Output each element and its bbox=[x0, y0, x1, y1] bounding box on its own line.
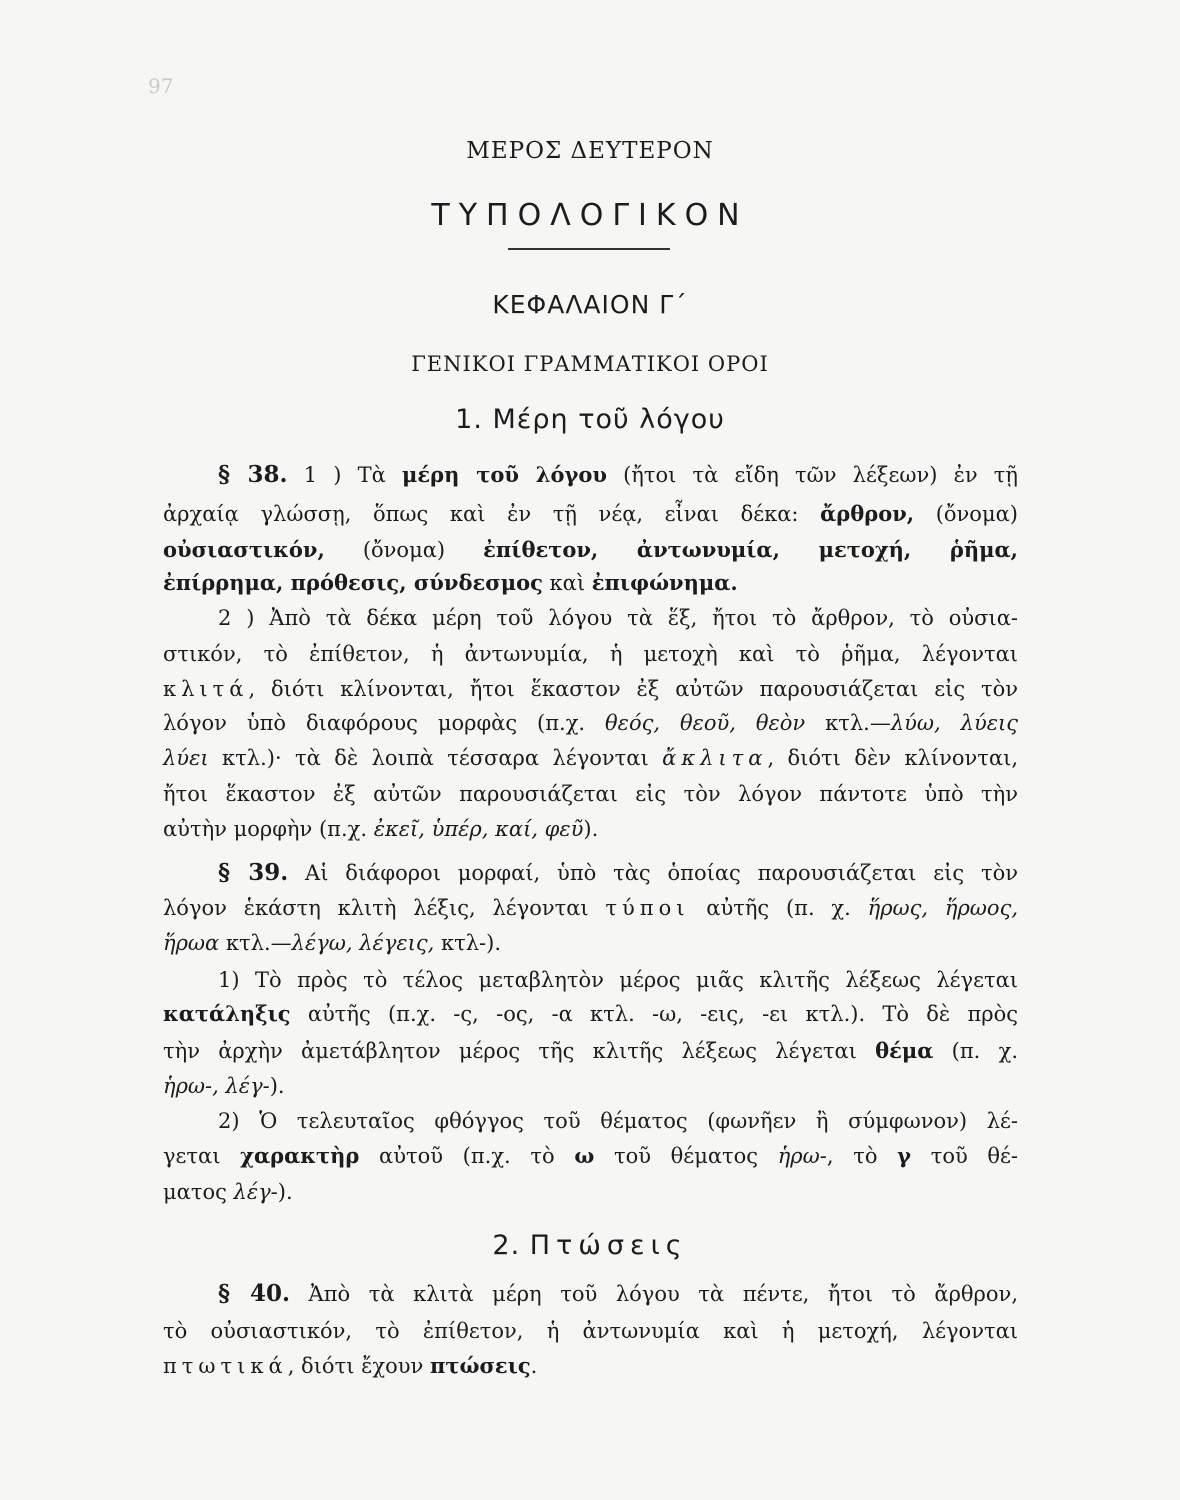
paragraph-line bbox=[163, 814, 1018, 844]
text-run: 1 ) Τὰ bbox=[287, 463, 403, 487]
paragraph-line: 1) Τὸ πρὸς τὸ τέλος μεταβλητὸν μέρος μιᾶς κλιτῆς λέξεως λέγεται bbox=[218, 968, 1018, 992]
text-run: αὐτὴν μορφὴν (π.χ. bbox=[163, 817, 374, 841]
bold-term: χαρακτὴρ bbox=[240, 1143, 360, 1168]
paragraph-line bbox=[163, 1071, 1018, 1101]
text-run: ). bbox=[269, 1074, 285, 1098]
section-number: 2. bbox=[492, 1230, 521, 1261]
paragraph-line bbox=[163, 1177, 1018, 1207]
bold-term: ἐπίθετον, ἀντωνυμία, μετοχή, ῥῆμα, bbox=[483, 537, 1018, 562]
bold-term: μέρη τοῦ λόγου bbox=[402, 462, 607, 487]
italic-example: ἡρω-, λέγ- bbox=[163, 1074, 270, 1098]
title-divider bbox=[508, 248, 670, 250]
chapter-title: ΚΕΦΑΛΑΙΟΝ Γ΄ bbox=[492, 290, 688, 319]
text-run: τοῦ θέ- bbox=[911, 1144, 1019, 1168]
paragraph-line bbox=[163, 1036, 1018, 1066]
bold-term: κατάληξις bbox=[163, 1001, 291, 1026]
italic-example: θεός, θεοῦ, θεὸν bbox=[605, 711, 806, 735]
paragraph-line: ἤτοι ἕκαστον ἐξ αὐτῶν παρουσιάζεται εἰς τὸν λόγον πάντοτε ὑπὸ τὴν bbox=[163, 782, 1018, 806]
text-run: , διότι ἔχουν bbox=[287, 1354, 430, 1378]
bold-term: ἐπίρρημα, πρόθεσις, σύνδεσμος bbox=[163, 570, 543, 595]
text-run: κτλ.— bbox=[805, 711, 891, 735]
text-run: Αἱ διάφοροι μορφαί, ὑπὸ τὰς ὁποίας παρουσιάζεται εἰς τὸν bbox=[288, 861, 1018, 885]
text-run: καὶ bbox=[542, 571, 592, 595]
paragraph-line: 2) Ὁ τελευταῖος φθόγγος τοῦ θέματος (φωνῆεν ἢ σύμφωνον) λέ- bbox=[218, 1109, 1018, 1133]
text-run: . bbox=[530, 1354, 538, 1378]
paragraph-line: τὸ οὐσιαστικόν, τὸ ἐπίθετον, ἡ ἀντωνυμία καὶ ἡ μετοχή, λέγονται bbox=[163, 1319, 1018, 1343]
bold-term: ἐπιφώνημα. bbox=[591, 570, 738, 595]
bold-term: γ bbox=[897, 1143, 912, 1168]
paragraph-line bbox=[163, 499, 1018, 529]
text-run: τοῦ θέματος bbox=[594, 1144, 778, 1168]
paragraph-line bbox=[163, 1351, 1018, 1381]
part-title: ΜΕΡΟΣ ΔΕΥΤΕΡΟΝ bbox=[466, 138, 714, 164]
paragraph-line bbox=[218, 858, 1018, 888]
paragraph-line bbox=[163, 999, 1018, 1029]
italic-example: ἡρω- bbox=[777, 1144, 827, 1168]
text-run: λόγον ἑκάστη κλιτὴ λέξις, λέγονται bbox=[163, 896, 606, 920]
text-run: τὴν ἀρχὴν ἀμετάβλητον μέρος τῆς κλιτῆς λέξεως λέγεται bbox=[163, 1039, 876, 1063]
text-run: Ἀπὸ τὰ κλιτὰ μέρη τοῦ λόγου τὰ πέντε, ἤτοι τὸ ἄρθρον, bbox=[289, 1282, 1018, 1306]
text-run: αὐτοῦ (π.χ. τὸ bbox=[359, 1144, 575, 1168]
text-run: , διότι κλίνονται, ἤτοι ἕκαστον ἐξ αὐτῶν παρουσιάζεται εἰς τὸν bbox=[248, 677, 1018, 701]
paragraph-line bbox=[163, 893, 1018, 923]
text-run: (ἤτοι τὰ εἴδη τῶν λέξεων) ἐν τῇ bbox=[606, 463, 1018, 487]
paragraph-line bbox=[163, 928, 1018, 958]
italic-example: λέγ- bbox=[233, 1180, 278, 1204]
italic-example: λέγω, λέγεις, bbox=[291, 931, 435, 955]
text-run: ). bbox=[277, 1180, 293, 1204]
text-run: κτλ-). bbox=[434, 931, 502, 955]
text-run: (ὄνομα) bbox=[324, 538, 484, 562]
section-title: Μέρη τοῦ λόγου bbox=[492, 404, 725, 435]
section-heading-2 bbox=[0, 1230, 1180, 1261]
text-run: ). bbox=[583, 817, 599, 841]
bold-term: θέμα bbox=[875, 1038, 934, 1063]
text-run: (π. χ. bbox=[933, 1039, 1018, 1063]
text-run: κτλ.)· τὰ δὲ λοιπὰ τέσσαρα λέγονται bbox=[208, 746, 663, 770]
spaced-term: πτωτικά bbox=[163, 1354, 288, 1378]
spaced-term: ἄκλιτα bbox=[662, 746, 768, 770]
italic-example: ἥρως, ἥρωος, bbox=[867, 896, 1019, 920]
text-run: ματος bbox=[163, 1180, 234, 1204]
paragraph-line bbox=[218, 1279, 1018, 1309]
paragraph-line bbox=[163, 1141, 1018, 1171]
bold-term: οὐσιαστικόν, bbox=[163, 537, 325, 562]
part-subtitle: ΤΥΠΟΛΟΓΙΚΟΝ bbox=[431, 198, 749, 233]
section-title: Πτώσεις bbox=[529, 1230, 688, 1261]
text-run: (ὄνομα) bbox=[914, 502, 1018, 526]
paragraph-line bbox=[163, 743, 1018, 773]
general-title: ΓΕΝΙΚΟΙ ΓΡΑΜΜΑΤΙΚΟΙ ΟΡΟΙ bbox=[411, 352, 769, 376]
paragraph-line: 2 ) Ἀπὸ τὰ δέκα μέρη τοῦ λόγου τὰ ἕξ, ἤτοι τὸ ἄρθρον, τὸ οὐσια- bbox=[218, 606, 1018, 630]
bold-term: ω bbox=[574, 1143, 595, 1168]
page-number: 97 bbox=[148, 74, 174, 98]
paragraph-number: § 39. bbox=[218, 859, 289, 886]
paragraph-number: § 38. bbox=[218, 461, 288, 488]
bold-term: ἄρθρον, bbox=[820, 501, 915, 526]
text-run: , διότι δὲν κλίνονται, bbox=[767, 746, 1018, 770]
paragraph-line bbox=[163, 535, 1018, 565]
section-heading-1 bbox=[0, 404, 1180, 435]
spaced-term: τύποι bbox=[605, 896, 690, 920]
paragraph-line: στικόν, τὸ ἐπίθετον, ἡ ἀντωνυμία, ἡ μετοχὴ καὶ τὸ ῥῆμα, λέγονται bbox=[163, 642, 1018, 666]
text-run: γεται bbox=[163, 1144, 241, 1168]
italic-example: ἥρωα bbox=[163, 931, 220, 955]
text-run: , τὸ bbox=[826, 1144, 898, 1168]
paragraph-line bbox=[163, 708, 1018, 738]
bold-term: πτώσεις bbox=[429, 1353, 531, 1378]
text-run: αὐτῆς (π. χ. bbox=[689, 896, 868, 920]
section-number: 1. bbox=[455, 404, 483, 435]
paragraph-line bbox=[163, 674, 1018, 704]
text-run: λόγον ὑπὸ διαφόρους μορφὰς (π.χ. bbox=[163, 711, 606, 735]
text-run: κτλ.— bbox=[219, 931, 292, 955]
italic-example: λύει bbox=[163, 746, 209, 770]
spaced-term: κλιτά bbox=[163, 677, 249, 701]
paragraph-line bbox=[163, 568, 1018, 598]
paragraph-line bbox=[218, 460, 1018, 490]
italic-example: ἐκεῖ, ὑπέρ, καί, φεῦ bbox=[373, 817, 584, 841]
paragraph-number: § 40. bbox=[218, 1280, 290, 1307]
italic-example: λύω, λύεις bbox=[890, 711, 1018, 735]
text-run: αὐτῆς (π.χ. -ς, -ος, -α κτλ. -ω, -εις, -ει κτλ.). Τὸ δὲ πρὸς bbox=[290, 1002, 1018, 1026]
text-run: ἀρχαίᾳ γλώσσῃ, ὅπως καὶ ἐν τῇ νέᾳ, εἶναι δέκα: bbox=[163, 502, 821, 526]
